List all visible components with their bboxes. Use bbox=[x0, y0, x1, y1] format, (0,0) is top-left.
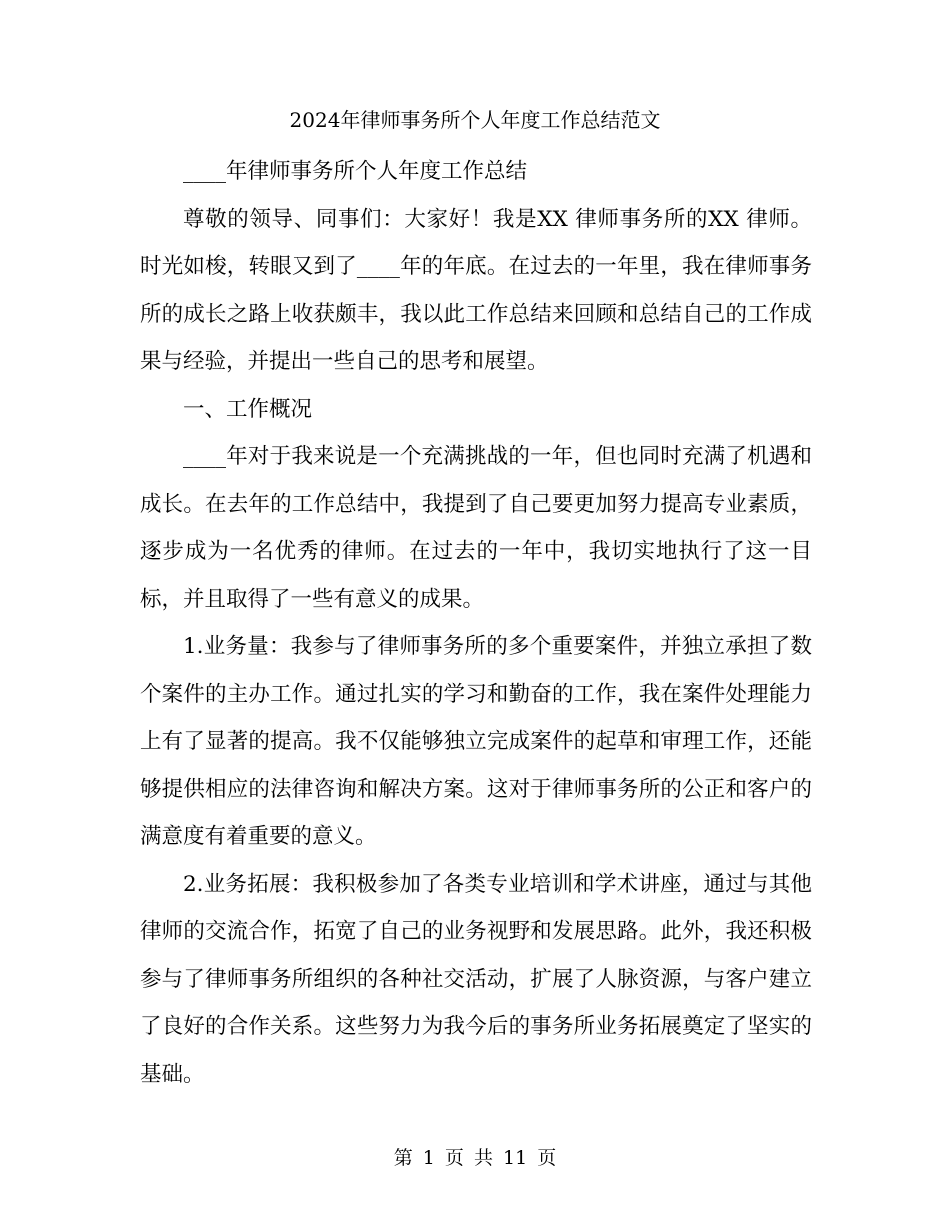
document-title: 2024年律师事务所个人年度工作总结范文 bbox=[289, 108, 661, 132]
business-expansion-paragraph: 2.业务拓展：我积极参加了各类专业培训和学术讲座，通过与其他律师的交流合作，拓宽了自己的业务视野和发展思路。此外，我还积极参与了律师事务所组织的各种社交活动，扩展了人脉资源，与客户建立了良好的合作关系。这些努力为我今后的事务所业务拓展奠定了坚实的基础。 bbox=[140, 871, 812, 1087]
business-volume-paragraph: 1.业务量：我参与了律师事务所的多个重要案件，并独立承担了数个案件的主办工作。通过扎实的学习和勤奋的工作，我在案件处理能力上有了显著的提高。我不仅能够独立完成案件的起草和审理工作，还能够提供相应的法律咨询和解决方案。这对于律师事务所的公正和客户的满意度有着重要的意义。 bbox=[140, 634, 812, 849]
subtitle-paragraph: ____年律师事务所个人年度工作总结 bbox=[183, 159, 528, 184]
section-heading: 一、工作概况 bbox=[183, 396, 313, 422]
page-number-footer: 第 1 页 共 11 页 bbox=[393, 1147, 557, 1169]
overview-paragraph: ____年对于我来说是一个充满挑战的一年，但也同时充满了机遇和成长。在去年的工作总结中，我提到了自己要更加努力提高专业素质，逐步成为一名优秀的律师。在过去的一年中，我切实地执行了这一目标，并且取得了一些有意义的成果。 bbox=[140, 444, 812, 612]
document-body bbox=[140, 148, 812, 1098]
greeting-paragraph: 尊敬的领导、同事们：大家好！我是XX 律师事务所的XX 律师。时光如梭，转眼又到了____年的年底。在过去的一年里，我在律师事务所的成长之路上收获颇丰，我以此工作总结来回顾和总结自己的工作成果与经验，并提出一些自己的思考和展望。 bbox=[140, 206, 812, 374]
